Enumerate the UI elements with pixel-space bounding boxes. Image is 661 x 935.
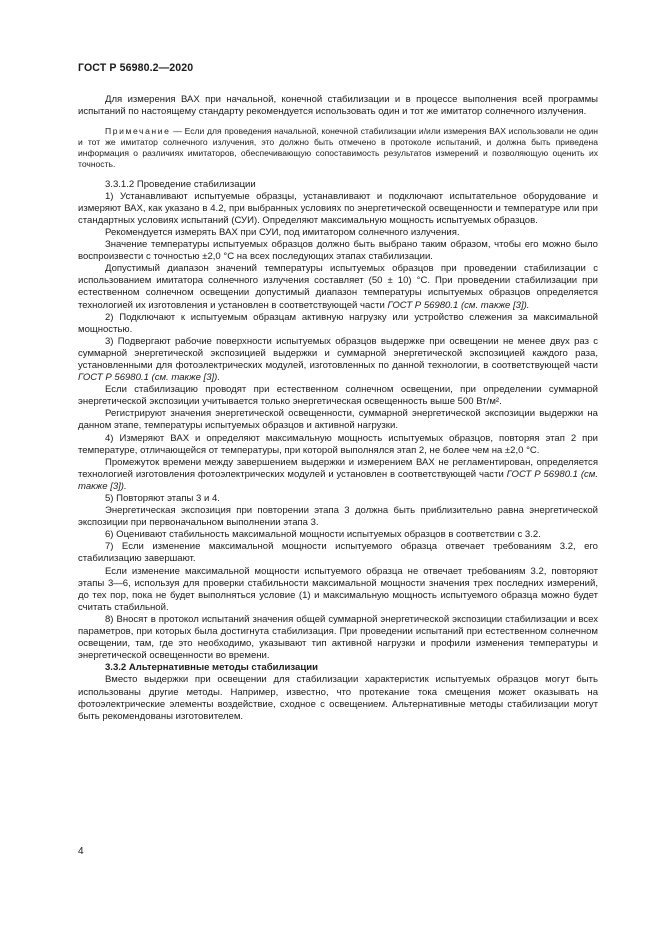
standard-reference: ГОСТ Р 56980.1 (см. также [3]). — [78, 372, 220, 384]
paragraph-step-1b: Рекомендуется измерять ВАХ при СУИ, под имитатором солнечного излучения. — [105, 226, 460, 238]
note-text: — Если для проведения начальной, конечной стабилизации и/или измерения ВАХ использовали не один и тот же имитатор солнечного излучения, это должно быть отмечено в протоколе испытаний, и должна быть приведена информация о различиях имитаторов, обеспечивающую сопоставимость результатов измерений и позволяющую оценить их точность. — [78, 126, 598, 170]
section-heading-3-3-2: 3.3.2 Альтернативные методы стабилизации — [105, 662, 318, 674]
note — [78, 126, 598, 170]
paragraph-step-1: 1) Устанавливают испытуемые образцы, устанавливают и подключают испытательное оборудование и измеряют ВАХ, как указано в 4.2, при выбранных условиях по энергетической освещенности и температуре или при стандартных условиях испытаний (СУИ). Определяют максимальную мощность испытуемых образцов. — [78, 190, 598, 226]
document-body — [78, 94, 598, 723]
page-number: 4 — [78, 846, 84, 857]
paragraph-step-5: 5) Повторяют этапы 3 и 4. — [105, 493, 220, 504]
paragraph-step-4b — [78, 457, 598, 493]
paragraph-text: Промежуток времени между завершением выдержки и измерением ВАХ не регламентирован, определяется технологией изготовления фотоэлектрических модулей и установлен в соответствующей части — [78, 456, 598, 480]
paragraph-step-5b: Энергетическая экспозиция при повторении этапа 3 должна быть приблизительно равна энергетической экспозиции при первоначальном выполнении этапа 3. — [78, 505, 598, 529]
paragraph-step-3c: Регистрируют значения энергетической освещенности, суммарной энергетической экспозиции выдержки на данном этапе, температуры испытуемых образцов и активной нагрузки. — [78, 408, 598, 432]
standard-reference: ГОСТ Р 56980.1 (см. также [3]). — [387, 299, 530, 311]
paragraph-step-2: 2) Подключают к испытуемым образцам активную нагрузку или устройство слежения за максимальной мощностью. — [78, 311, 598, 335]
paragraph-step-7: 7) Если изменение максимальной мощности испытуемого образца отвечает требованиям 3.2, его стабилизацию завершают. — [78, 541, 598, 565]
paragraph-step-3 — [78, 336, 598, 384]
standard-reference: ГОСТ Р 56980.1 (см. также [3]). — [78, 468, 598, 492]
paragraph-text: 3) Подвергают рабочие поверхности испытуемых образцов выдержке при освещении не менее двух раз с суммарной энергетической экспозицией выдержки и суммарной энергетической экспозицией каждого раза, установленными для фотоэлектрических модулей, изготовленных по данной технологии, в соответствующей части — [78, 335, 598, 371]
paragraph-step-7b: Если изменение максимальной мощности испытуемого образца не отвечает требованиям 3.2, повторяют этапы 3—6, используя для проверки стабильности максимальной мощности значения трех последних измерений, до тех пор, пока не будет выполняться условие (1) и максимальную мощность испытуемого образца можно будет считать стабильной. — [78, 565, 598, 613]
section-heading-3-3-1-2: 3.3.1.2 Проведение стабилизации — [105, 178, 256, 190]
note-label: Примечание — [105, 126, 171, 137]
paragraph-text: Допустимый диапазон значений температуры испытуемых образцов при проведении стабилизации с использованием имитатора солнечного излучения составляет (50 ± 10) °С. При проведении стабилизации при естественном солнечном освещении допустимый диапазон температуры испытуемых образцов определяется технологией их изготовления и установлен в соответствующей части — [78, 263, 598, 311]
paragraph-step-1d — [78, 263, 598, 311]
paragraph-step-1c: Значение температуры испытуемых образцов должно быть выбрано таким образом, чтобы его можно было воспроизвести с точностью ±2,0 °С на всех последующих этапах стабилизации. — [78, 239, 598, 263]
paragraph-step-8: 8) Вносят в протокол испытаний значения общей суммарной энергетической экспозиции стабилизации и всех параметров, при которых была достигнута стабилизация. При проведении испытаний при естественном солнечном освещении, там, где это необходимо, указывают тип активной нагрузки и профили изменения температуры и энергетической освещенности во времени. — [78, 613, 598, 662]
paragraph-intro: Для измерения ВАХ при начальной, конечной стабилизации и в процессе выполнения всей программы испытаний по настоящему стандарту рекомендуется использовать один и тот же имитатор солнечного излучения. — [78, 94, 598, 118]
paragraph-step-4: 4) Измеряют ВАХ и определяют максимальную мощность испытуемых образцов, повторяя этап 2 при температуре, отличающейся от температуры, при которой выполнялся этап 2, не более чем на ±2,0 °С. — [78, 432, 598, 456]
paragraph-alternative-methods: Вместо выдержки при освещении для стабилизации характеристик испытуемых образцов могут быть использованы другие методы. Например, известно, что протекание тока смещения может оказывать на фотоэлектрические элементы воздействие, сходное с освещением. Альтернативные методы стабилизации могут быть рекомендованы изготовителем. — [78, 674, 598, 722]
paragraph-step-3b: Если стабилизацию проводят при естественном солнечном освещении, при определении суммарной энергетической экспозиции учитывается только энергетическая освещенность выше 500 Вт/м². — [78, 384, 598, 408]
paragraph-step-6: 6) Оценивают стабильность максимальной мощности испытуемых образцов в соответствии с 3.2. — [105, 529, 541, 541]
document-header: ГОСТ Р 56980.2—2020 — [78, 62, 194, 74]
